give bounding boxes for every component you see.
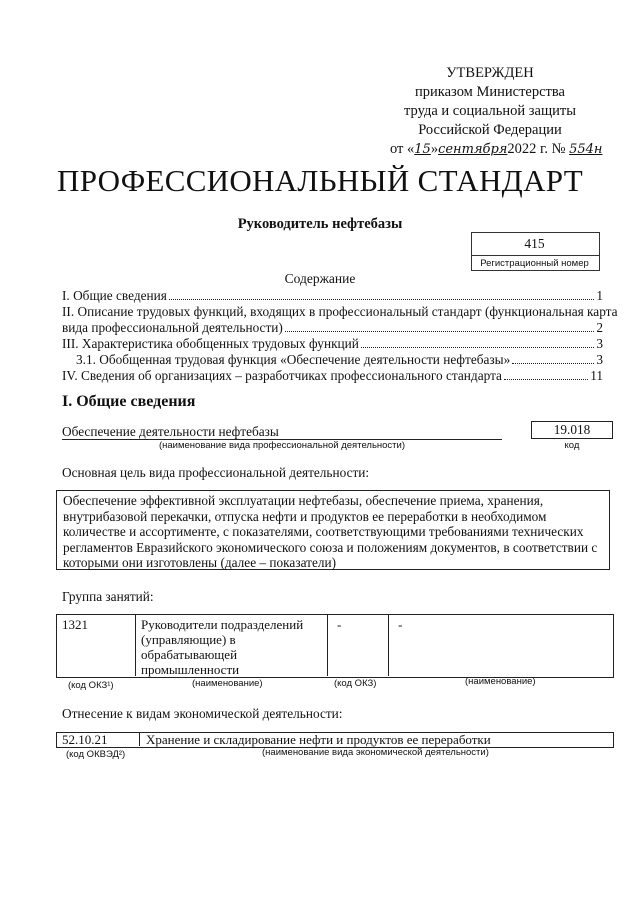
toc-item[interactable]: 3.1. Обобщенная трудовая функция «Обеспечение деятельности нефтебазы» 3 [76,352,603,367]
document-subtitle: Руководитель нефтебазы [237,216,403,232]
okved-code: 52.10.21 [62,732,108,747]
activity-code: 19.018 [531,421,613,439]
activity-name: Обеспечение деятельности нефтебазы [62,424,502,440]
okz-code-2: - [337,617,342,632]
date-month: сентября [438,142,508,157]
approval-line: приказом Министерства [415,84,565,100]
toc-item[interactable]: IV. Сведения об организациях – разработчиках профессионального стандарта 11 [62,368,603,383]
caption-okved-name: (наименование вида экономической деятельности) [262,747,489,758]
table-divider [388,614,389,676]
section-heading: I. Общие сведения [62,393,196,410]
okz-code: 1321 [62,617,88,632]
group-label: Группа занятий: [62,589,154,604]
caption-okz-code: (код ОКЗ¹) [68,680,114,691]
goal-label: Основная цель вида профессиональной деятельности: [62,465,370,480]
caption-okved-code: (код ОКВЭД²) [66,749,126,760]
date-day: 15 [414,142,431,157]
okz-name: Руководители подразделений (управляющие) в обрабатывающей промышленности [141,617,304,677]
table-divider [135,614,136,676]
registration-number: 415 [524,236,545,251]
okved-label: Отнесение к видам экономической деятельности: [62,706,343,721]
okved-name: Хранение и складирование нефти и продуктов ее переработки [146,732,491,747]
activity-caption: (наименование вида профессиональной деятельности) [158,440,406,451]
okz-name-2: - [398,617,403,632]
order-number: 554н [569,142,603,157]
toc-item[interactable]: III. Характеристика обобщенных трудовых функций 3 [62,336,603,351]
toc-item[interactable]: вида профессиональной деятельности) 2 [62,320,603,335]
group-table [56,614,614,678]
table-of-contents [62,288,618,384]
registration-divider [471,255,600,256]
registration-label: Регистрационный номер [480,258,589,269]
approval-date: от «15»сентября2022 г. № 554н [390,141,603,157]
toc-item-line[interactable]: II. Описание трудовых функций, входящих в профессиональный стандарт (функциональная карта [62,304,618,319]
toc-item[interactable]: I. Общие сведения 1 [62,288,603,303]
caption-okz-name: (наименование) [192,678,263,689]
table-divider [139,732,140,746]
code-caption: код [564,440,580,451]
caption-okz-code-2: (код ОКЗ) [334,678,377,689]
table-divider [327,614,328,676]
goal-text: Обеспечение эффективной эксплуатации нефтебазы, обеспечение приема, хранения, внутрибазовой перекачки, отпуска нефти и продуктов ее переработки в необходимом количестве и ассортименте, с показателями, соответствующими требованиями технических регламентов Евразийского экономического союза и положениям документов, в соответствии с которыми они изготовлены (далее – показатели) [56,490,610,570]
approval-title: УТВЕРЖДЕН [446,65,534,81]
document-title: ПРОФЕССИОНАЛЬНЫЙ СТАНДАРТ [57,163,583,198]
approval-line: Российской Федерации [418,122,562,138]
caption-okz-name-2: (наименование) [465,676,536,687]
approval-block [390,64,603,159]
approval-line: труда и социальной защиты [404,103,576,119]
toc-heading: Содержание [284,271,356,286]
